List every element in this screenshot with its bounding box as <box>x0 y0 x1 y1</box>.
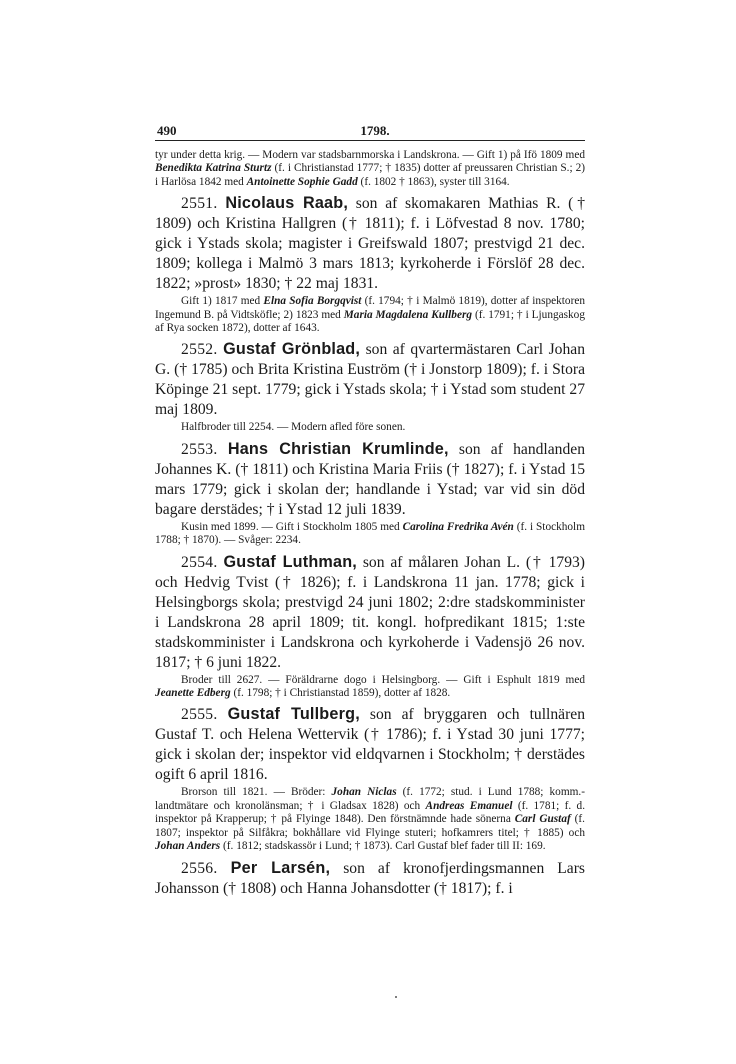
intro-wife-2: Antoinette Sophie Gadd <box>246 175 358 188</box>
note-seg: Kusin med 1899. — Gift i Stockholm 1805 med <box>181 520 403 533</box>
entry-name: Hans Christian Krumlinde, <box>227 439 449 458</box>
note-name: Johan Niclas <box>331 786 397 799</box>
note-seg: Broder till 2627. — Föräldrarne dogo i Helsingborg. — Gift i Esphult 1819 med <box>181 673 585 686</box>
entry-text: son af målaren Johan L. († 1793) och Hedvig Tvist († 1826); f. i Landskrona 11 jan. 1778; gick i Helsingborgs skola; prestvigd 24 juni 1802; 2:dre stadskomminister i Landskrona 28 april 1809; tit. kongl. hofpredikant 1815; 1:ste stadskomminister i Landskrona och kyrkoherde i Vadensjö 26 nov. 1817; † 6 juni 1822. <box>155 553 585 671</box>
entry-name: Gustaf Tullberg, <box>227 705 360 724</box>
entry-name: Gustaf Luthman, <box>223 552 357 571</box>
entry-text: son af kronofjerdingsmannen Lars Johansson († 1808) och Hanna Johansdotter († 1817); f. i <box>155 859 585 897</box>
entry-number: 2556. <box>181 859 218 877</box>
entry-2555-note <box>155 786 585 853</box>
note-seg: (f. i Stockholm 1788; † 1870). — Svåger: 2234. <box>155 520 585 547</box>
intro-seg-3: (f. 1802 † 1863), syster till 3164. <box>357 175 510 188</box>
entry-2556 <box>155 858 585 899</box>
print-speck <box>395 996 397 998</box>
note-seg: (f. 1812; stadskassör i Lund; † 1873). Carl Gustaf blef fader till II: 169. <box>220 840 546 853</box>
running-head-year: 1798. <box>360 123 390 138</box>
entry-2554-note <box>155 674 585 701</box>
page-content <box>155 149 585 899</box>
intro-seg-2: (f. i Christianstad 1777; † 1835) dotter af preussaren Christian S.; 2) i Harlösa 1842 med <box>155 162 585 188</box>
note-name: Elna Sofia Borgqvist <box>263 295 362 308</box>
entry-text: son af handlanden Johannes K. († 1811) och Kristina Maria Friis († 1827); f. i Ystad 15 mars 1779; gick i skolan der; handlande i Ystad; var vid sin död bagare derstädes; † i Ystad 12 juli 1839. <box>155 440 585 518</box>
entry-2553-note <box>155 521 585 548</box>
entry-2553 <box>155 439 585 520</box>
intro-note <box>155 149 585 189</box>
note-seg: Brorson till 1821. — Bröder: <box>181 786 332 799</box>
entry-2555 <box>155 704 585 785</box>
note-name: Carolina Fredrika Avén <box>402 520 514 533</box>
entry-number: 2553. <box>181 440 218 458</box>
entry-text: son af qvartermästaren Carl Johan G. († 1785) och Brita Kristina Euström († i Jonstorp 1809); f. i Stora Köpinge 21 sept. 1779; gick i Ystads skola; † i Ystad som student 27 maj 1809. <box>155 341 585 419</box>
note-seg: (f. 1798; † i Christianstad 1859), dotter af 1828. <box>230 687 451 700</box>
header-rule <box>155 140 585 141</box>
note-seg: Halfbroder till 2254. — Modern afled före sonen. <box>181 421 406 434</box>
entry-text: son af bryggaren och tullnären Gustaf T. och Helena Wettervik († 1786); f. i Ystad 30 juni 1777; gick i skolan der; inspektor vid eldqvarnen i Stockholm; † derstädes ogift 6 april 1816. <box>155 706 586 784</box>
page-number: 490 <box>157 123 177 138</box>
note-seg: Gift 1) 1817 med <box>181 295 264 308</box>
entry-text: son af skomakaren Mathias R. († 1809) och Kristina Hallgren († 1811); f. i Löfvestad 8 nov. 1780; gick i Ystads skola; magister i Greifswald 1807; prestvigd 21 dec. 1809; kollega i Malmö 3 mars 1813; kyrkoherde i Förslöf 28 dec. 1822; »prost» 1830; † 22 maj 1831. <box>155 195 585 293</box>
entry-name: Per Larsén, <box>230 858 331 877</box>
intro-line-1: tyr under detta krig. — Modern var stadsbarnmorska i Landskrona. <box>155 149 460 161</box>
note-name: Johan Anders <box>155 840 221 853</box>
note-seg: (f. 1772; stud. i Lund 1788; komm.-landtmätare och kronolänsman; † i Gladsax 1828) och <box>155 786 585 812</box>
entry-2554 <box>155 552 585 673</box>
note-seg: (f. 1807; inspektor på Silfåkra; bokhållare vid Flyinge stuteri; hofkamrers titel; † 1885) och <box>155 813 585 839</box>
entry-number: 2555. <box>181 706 218 724</box>
entry-number: 2551. <box>181 195 218 213</box>
note-seg: (f. 1781; f. d. inspektor på Krapperup; † på Flyinge 1848). Den förstnämnde hade sönerna <box>155 799 586 826</box>
entry-2552 <box>155 339 585 420</box>
note-seg: (f. 1794; † i Malmö 1819), dotter af inspektoren Ingemund B. på Vidtsköfle; 2) 1823 med <box>155 295 585 321</box>
entry-name: Gustaf Grönblad, <box>223 340 361 359</box>
entry-number: 2554. <box>181 553 218 571</box>
intro-wife-1: Benedikta Katrina Sturtz <box>155 162 272 175</box>
entry-2551-note <box>155 295 585 335</box>
note-name: Carl Gustaf <box>514 813 571 826</box>
note-name: Andreas Emanuel <box>425 799 513 812</box>
entry-number: 2552. <box>181 341 218 359</box>
note-name: Maria Magdalena Kullberg <box>343 308 473 321</box>
entry-2551 <box>155 193 585 294</box>
note-name: Jeanette Edberg <box>155 687 231 700</box>
intro-seg-1: — Gift 1) på Ifö 1809 med <box>462 149 585 161</box>
entry-name: Nicolaus Raab, <box>225 194 349 213</box>
note-seg: (f. 1791; † i Ljungaskog af Rya socken 1872), dotter af 1643. <box>155 308 585 335</box>
entry-2552-note <box>155 421 585 434</box>
